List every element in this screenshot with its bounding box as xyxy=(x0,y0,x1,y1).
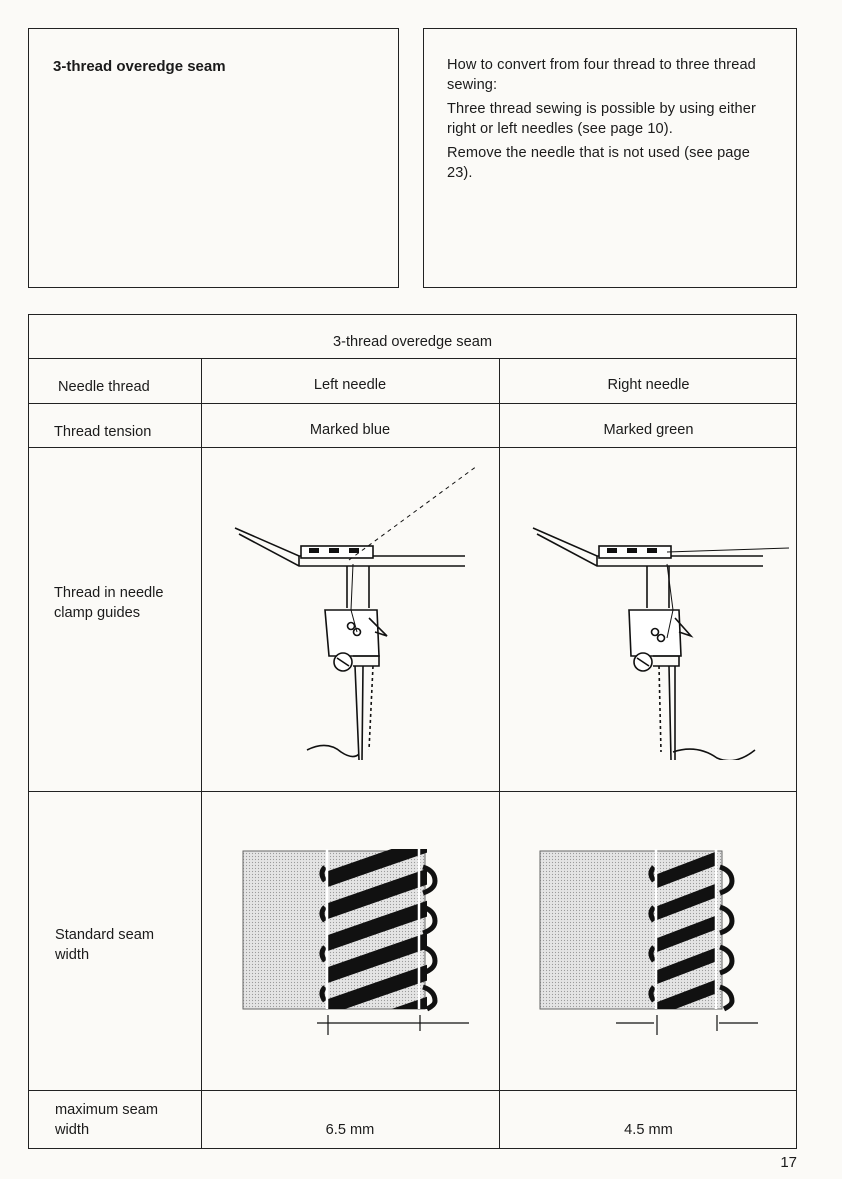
right-standard-seam-illustration xyxy=(536,849,776,1039)
left-standard-seam-illustration xyxy=(239,849,479,1039)
seam-table xyxy=(28,314,797,1149)
note-paragraph-2: Remove the needle that is not used (see page 23). xyxy=(447,145,750,181)
intro-box xyxy=(28,28,399,288)
left-needle-cell: Left needle xyxy=(313,377,387,393)
max-width-right-value: 4.5 mm xyxy=(624,1122,673,1138)
tension-right-cell: Marked green xyxy=(603,422,694,438)
row-label-max-width: maximum seam width xyxy=(55,1102,158,1138)
table-column-rule xyxy=(499,358,500,1148)
section-title: 3-thread overedge seam xyxy=(53,58,226,75)
page-number: 17 xyxy=(780,1154,797,1171)
table-rule xyxy=(29,791,796,792)
row-label-needle-thread: Needle thread xyxy=(58,379,150,395)
table-title: 3-thread overedge seam xyxy=(332,334,492,350)
row-label-thread-tension: Thread tension xyxy=(54,424,152,440)
right-needle-clamp-illustration xyxy=(527,460,797,760)
note-heading: How to convert from four thread to three thread sewing: xyxy=(447,57,756,93)
left-needle-clamp-illustration xyxy=(229,460,499,760)
table-rule xyxy=(29,447,796,448)
conversion-note-box xyxy=(423,28,797,288)
table-rule xyxy=(29,1090,796,1091)
table-rule xyxy=(29,403,796,404)
table-column-rule xyxy=(201,358,202,1148)
max-width-left-value: 6.5 mm xyxy=(325,1122,375,1138)
table-rule xyxy=(29,358,796,359)
row-label-standard-width: Standard seam width xyxy=(55,927,154,963)
conversion-note xyxy=(447,56,767,188)
right-needle-cell: Right needle xyxy=(607,377,690,393)
row-label-clamp-guides: Thread in needle clamp guides xyxy=(54,585,164,621)
note-paragraph-1: Three thread sewing is possible by using either right or left needles (see page 10). xyxy=(447,101,756,137)
tension-left-cell: Marked blue xyxy=(309,422,391,438)
